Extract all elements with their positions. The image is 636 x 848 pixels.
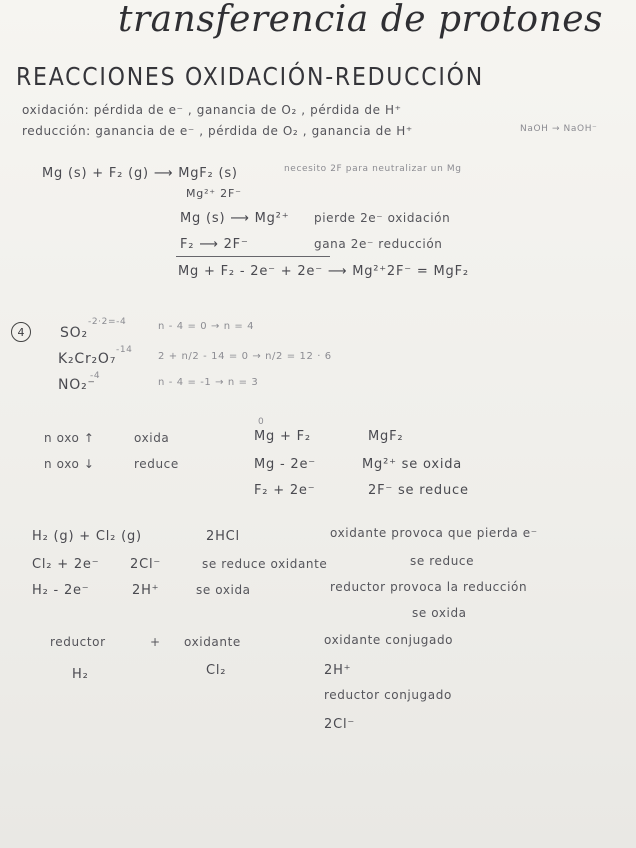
cl2-reduced-oxidant: se reduce oxidante: [202, 557, 328, 571]
oxidant-reduced: se reduce: [410, 554, 475, 568]
mg-f2-equation: Mg (s) + F₂ (g) ⟶ MgF₂ (s): [42, 166, 238, 181]
so2-formula: SO₂: [60, 325, 88, 341]
sum-rule: [176, 256, 330, 257]
mg-half-note: pierde 2e⁻ oxidación: [314, 211, 451, 225]
f-reduced: 2F⁻ se reduce: [368, 483, 469, 498]
reductant-oxidized: se oxida: [412, 606, 467, 620]
mg-oxidized: Mg²⁺ se oxida: [362, 457, 463, 472]
so2-calculation: n - 4 = 0 → n = 4: [158, 321, 255, 332]
reductant-label: reductor: [50, 635, 106, 649]
f-half-note: gana 2e⁻ reducción: [314, 237, 443, 251]
mg-half-reaction: Mg (s) ⟶ Mg²⁺: [180, 211, 290, 226]
item-number: 4: [11, 322, 31, 342]
sum-equation: Mg + F₂ - 2e⁻ + 2e⁻ ⟶ Mg²⁺2F⁻ = MgF₂: [178, 264, 469, 279]
rule-oxo-up: n oxo ↑: [44, 431, 95, 445]
hcl-product: 2HCl: [206, 529, 240, 544]
mg-zero-charge: 0: [258, 417, 265, 427]
reduction-side-note: NaOH → NaOH⁻: [520, 124, 598, 134]
plus-sign: +: [150, 635, 161, 649]
h-plus-species: 2H⁺: [324, 663, 352, 678]
f2-gain-electrons: F₂ + 2e⁻: [254, 483, 316, 498]
cl-minus-species: 2Cl⁻: [324, 717, 356, 732]
nitrite-calculation: n - 4 = -1 → n = 3: [158, 377, 259, 388]
mg-f2-reactants: Mg + F₂: [254, 429, 311, 444]
mg-f2-ions: Mg²⁺ 2F⁻: [186, 187, 242, 200]
oxidant-definition: oxidante provoca que pierda e⁻: [330, 526, 538, 540]
conjugate-reductant-label: reductor conjugado: [324, 688, 452, 702]
reductant-definition: reductor provoca la reducción: [330, 580, 528, 594]
rule-oxo-down: n oxo ↓: [44, 457, 95, 471]
cl-minus-product: 2Cl⁻: [130, 557, 162, 572]
rule-oxo-down-result: reduce: [134, 457, 179, 471]
cl2-half-reaction: Cl₂ + 2e⁻: [32, 557, 100, 572]
f-half-reaction: F₂ ⟶ 2F⁻: [180, 237, 249, 252]
dichromate-calculation: 2 + n/2 - 14 = 0 → n/2 = 12 · 6: [158, 351, 332, 362]
h2-species: H₂: [72, 667, 89, 682]
reduction-definition: reducción: ganancia de e⁻ , pérdida de O₂ , ganancia de H⁺: [22, 124, 413, 138]
h2-half-reaction: H₂ - 2e⁻: [32, 583, 90, 598]
h-plus-product: 2H⁺: [132, 583, 160, 598]
mg-f2-note: necesito 2F para neutralizar un Mg: [284, 164, 462, 174]
nitrite-formula: NO₂⁻: [58, 377, 96, 393]
mg-lose-electrons: Mg - 2e⁻: [254, 457, 316, 472]
section-heading: REACCIONES OXIDACIÓN-REDUCCIÓN: [16, 62, 484, 91]
rule-oxo-up-result: oxida: [134, 431, 170, 445]
h2-oxidized: se oxida: [196, 583, 251, 597]
h2-cl2-equation: H₂ (g) + Cl₂ (g): [32, 529, 142, 544]
dichromate-formula: K₂Cr₂O₇: [58, 351, 117, 367]
so2-charge: -2·2=-4: [88, 317, 127, 327]
conjugate-oxidant-label: oxidante conjugado: [324, 633, 454, 647]
cl2-species: Cl₂: [206, 663, 227, 678]
mgf2-product: MgF₂: [368, 429, 404, 444]
page-title: transferencia de protones: [118, 0, 604, 40]
nitrite-charge: -4: [90, 371, 101, 381]
oxidation-definition: oxidación: pérdida de e⁻ , ganancia de O₂ , pérdida de H⁺: [22, 103, 402, 117]
dichromate-charge: -14: [116, 345, 133, 355]
oxidant-label: oxidante: [184, 635, 241, 649]
